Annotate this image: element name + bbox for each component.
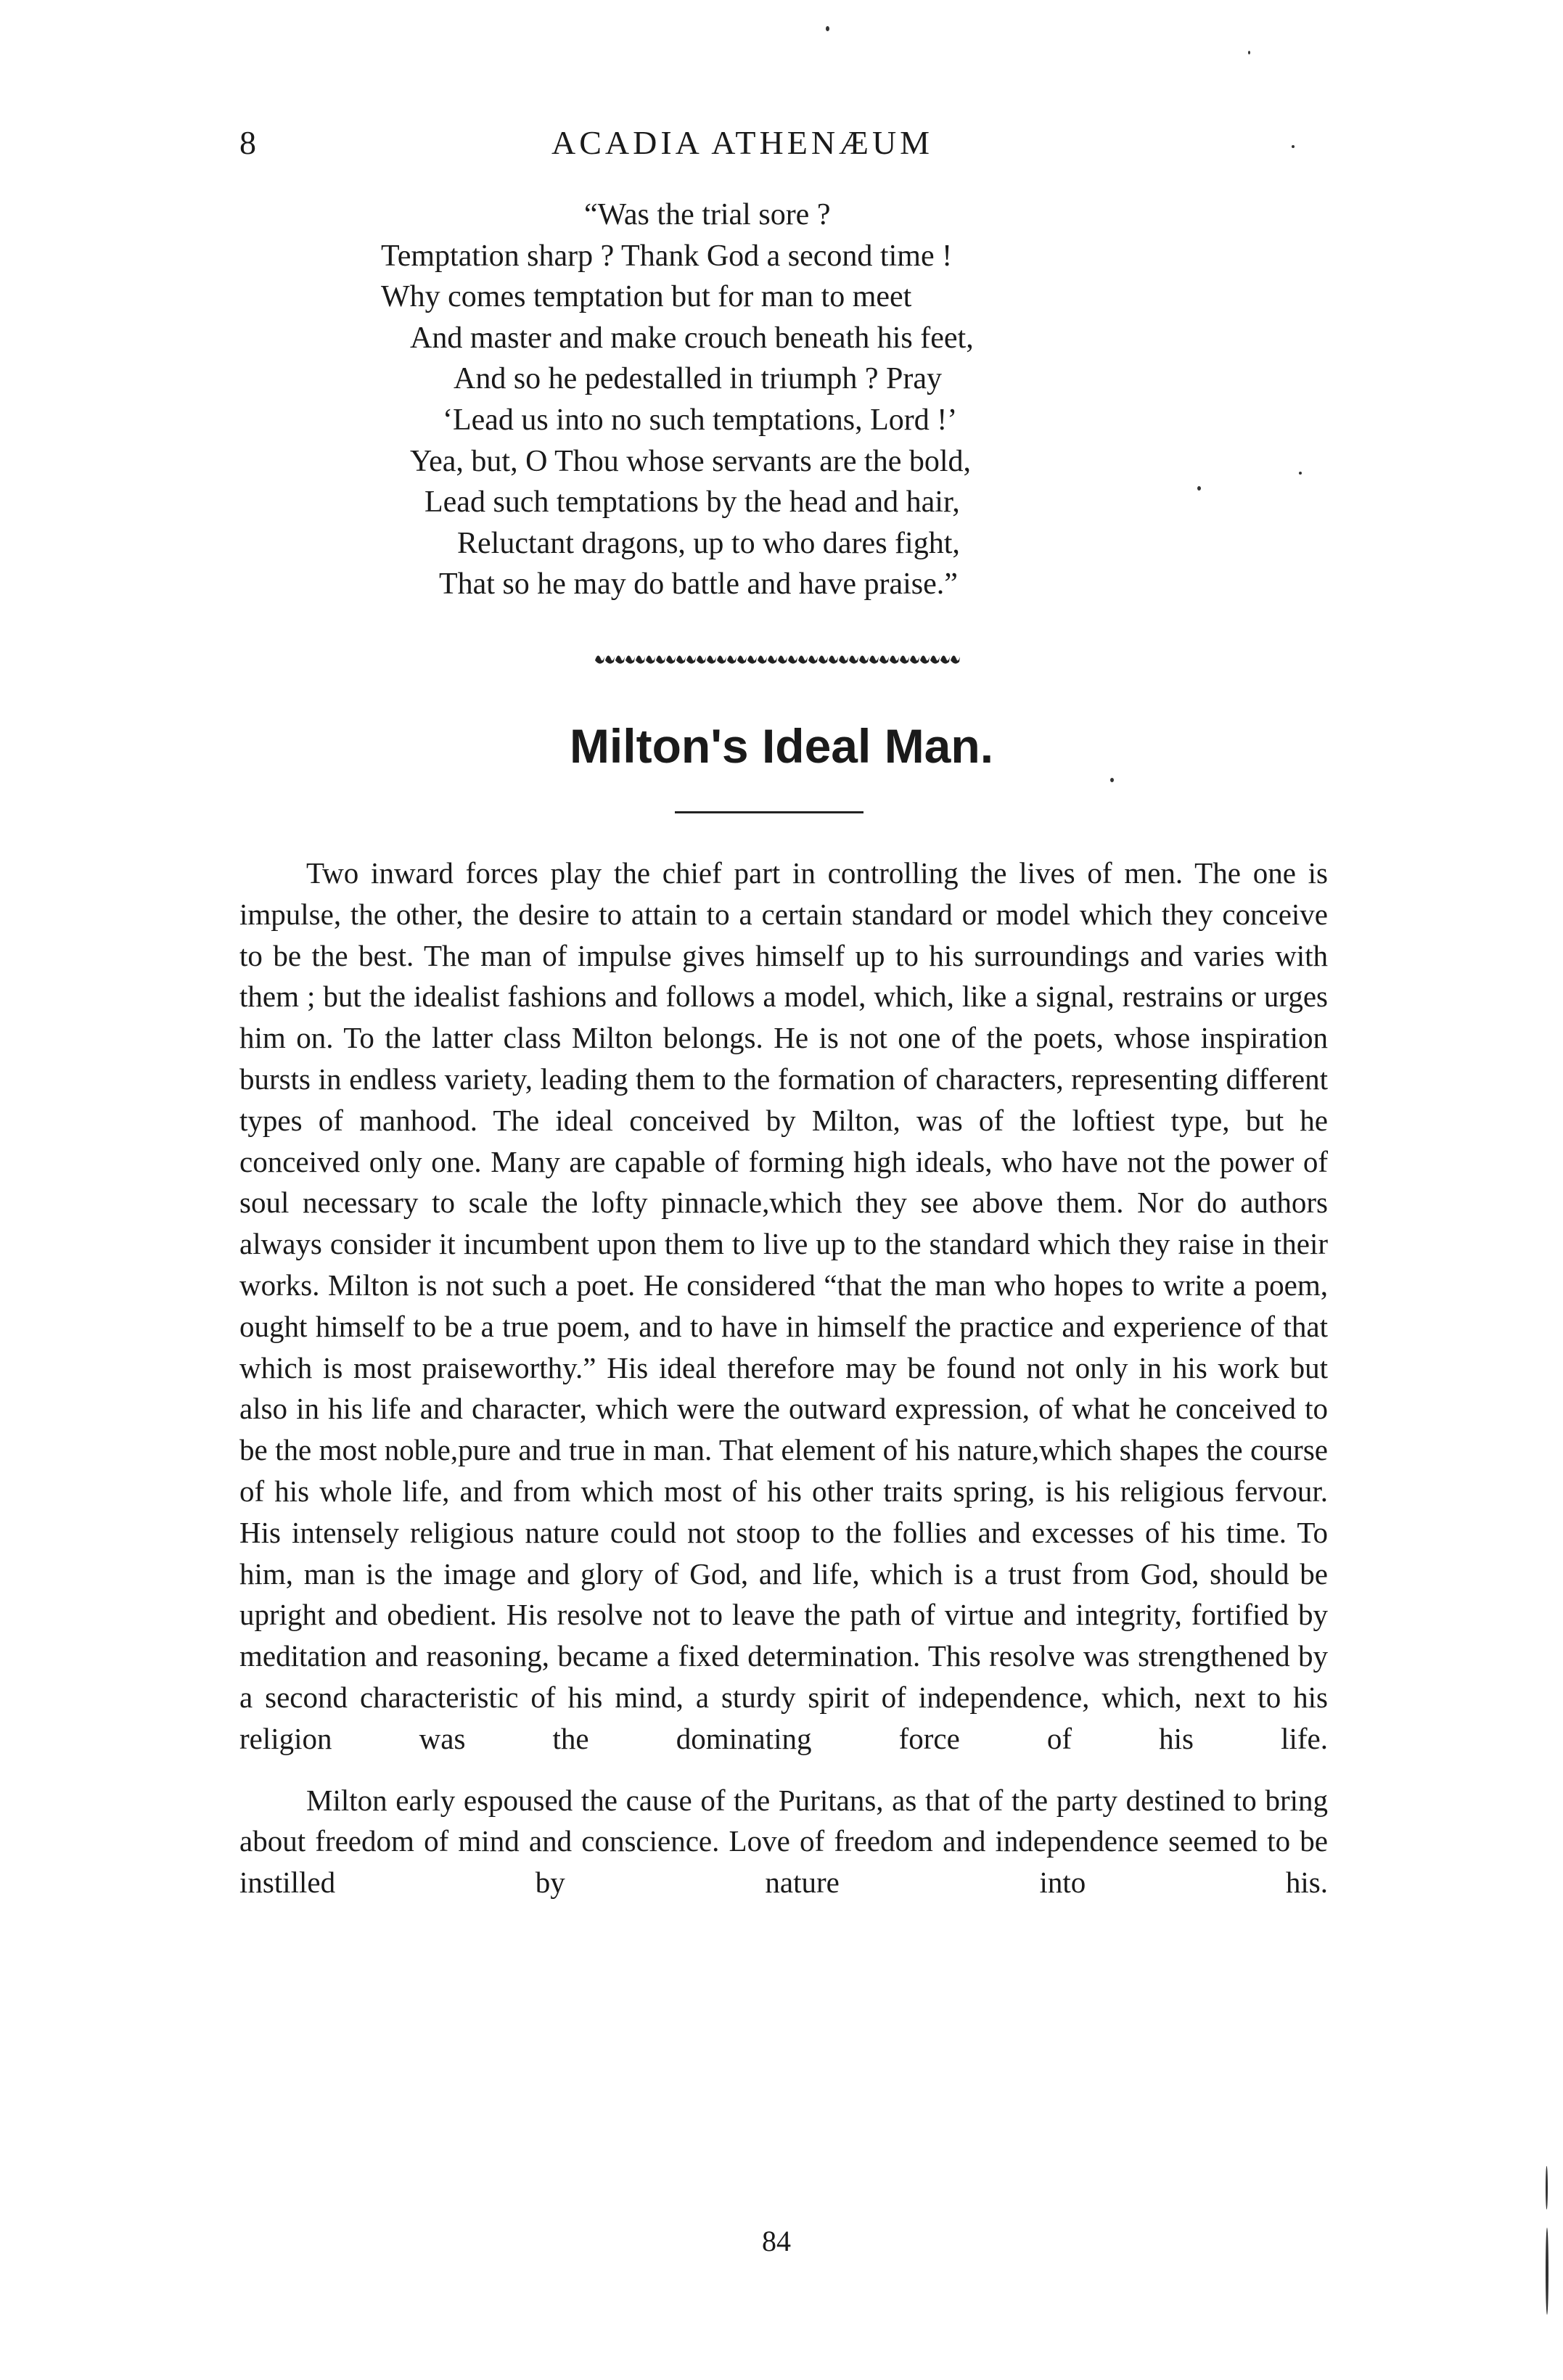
ornament-glyph [910,655,919,663]
article-body [239,853,1328,1903]
ornament-glyph [808,655,818,663]
title-rule [675,811,863,813]
poem-line: Reluctant dragons, up to who dares fight, [457,527,960,560]
ornament-glyph [890,655,899,663]
ornament-glyph [656,655,665,663]
ornament-glyph [788,655,797,663]
ornament-glyph [686,655,696,663]
scan-mark [1546,2166,1548,2209]
ornament-glyph [737,655,747,663]
ornament-glyph [849,655,858,663]
folio-number: 84 [762,2225,791,2257]
ornament-glyph [951,655,960,663]
ornament-glyph [595,655,604,663]
paragraph: Two inward forces play the chief part in controlling the lives of men. The one is impulse, the other, the desire to attain to a certain standard or model which they conceive to be the best. The man of impulse gives himself up to his surroundings and varies with them ; but the idealist fashions and follows a model, which, like a signal, restrains or urges him on. To the latter class Milton belongs. He is not one of the poets, whose inspiration bursts in endless variety, leading them to the formation of characters, representing different types of manhood. The ideal conceived by Milton, was of the loftiest type, but he conceived only one. Many are capable of forming high ideals, who have not the power of soul necessary to scale the lofty pinnacle,which they see above them. Nor do authors always consider it incumbent upon them to live up to the standard which they raise in their works. Milton is not such a poet. He considered “that the man who hopes to write a poem, ought himself to be a true poem, and to have in himself the practice and experience of that which is most praiseworthy.” His ideal therefore may be found not only in his work but also in his life and character, which were the outward expression, of what he conceived to be the most noble,pure and true in man. That element of his nature,which shapes the course of his whole life, and from which most of his other traits spring, is his religious fervour. His intensely religious nature could not stoop to the follies and excesses of his time. To him, man is the image and glory of God, and life, which is a trust from God, should be upright and obedient. His resolve not to leave the path of virtue and integrity, fortified by meditation and reasoning, became a fixed determination. This resolve was strengthened by a second characteristic of his mind, a sturdy spirit of independence, which, next to his religion was the dominating force of his life. [239,856,1328,1755]
poem-line: ‘Lead us into no such temptations, Lord !’ [443,403,958,437]
scan-speck [1248,51,1250,54]
ornament-glyph [646,655,655,663]
ornament-glyph [697,655,706,663]
ornament-glyph [940,655,950,663]
ornament-glyph [717,655,726,663]
poem-line: Yea, but, O Thou whose servants are the bold, [410,445,972,478]
ornament-glyph [768,655,777,663]
poem-line: “Was the trial sore ? [584,198,831,231]
ornament-glyph [798,655,808,663]
scan-mark [1546,2228,1548,2315]
page-number: 8 [239,124,256,161]
scan-speck [1299,472,1302,475]
ornament-glyph [615,655,625,663]
scan-speck [1110,778,1114,782]
article-title: Milton's Ideal Man. [569,719,994,773]
scan-speck [1197,486,1201,491]
ornament-glyph [829,655,838,663]
ornament-glyph [676,655,686,663]
ornament-glyph [707,655,716,663]
poem-line: And so he pedestalled in triumph ? Pray [454,362,943,395]
ornament-divider [595,650,961,666]
ornament-glyph [625,655,635,663]
ornament-glyph [758,655,767,663]
paragraph: Milton early espoused the cause of the Puritans, as that of the party destined to bring about freedom of mind and conscience. Love of freedom and independence seemed to be instilled by nature into his. [239,1783,1328,1900]
poem-line: That so he may do battle and have praise.” [439,567,958,601]
ornament-glyph [605,655,615,663]
ornament-glyph [819,655,828,663]
ornament-glyph [859,655,869,663]
ornament-glyph [879,655,889,663]
running-title: ACADIA ATHENÆUM [551,124,934,161]
poem-line: Temptation sharp ? Thank God a second time ! [381,239,953,273]
ornament-glyph [666,655,676,663]
poem-line: And master and make crouch beneath his feet, [410,321,974,355]
poem-line: Why comes temptation but for man to meet [381,280,912,313]
scan-speck [826,26,829,31]
ornament-glyph [778,655,787,663]
scan-speck [1292,145,1295,148]
ornament-glyph [930,655,940,663]
ornament-glyph [727,655,737,663]
ornament-glyph [920,655,930,663]
poem-line: Lead such temptations by the head and hair, [424,485,960,519]
ornament-glyph [900,655,909,663]
ornament-glyph [869,655,879,663]
ornament-glyph [747,655,757,663]
ornament-glyph [636,655,645,663]
ornament-glyph [839,655,848,663]
